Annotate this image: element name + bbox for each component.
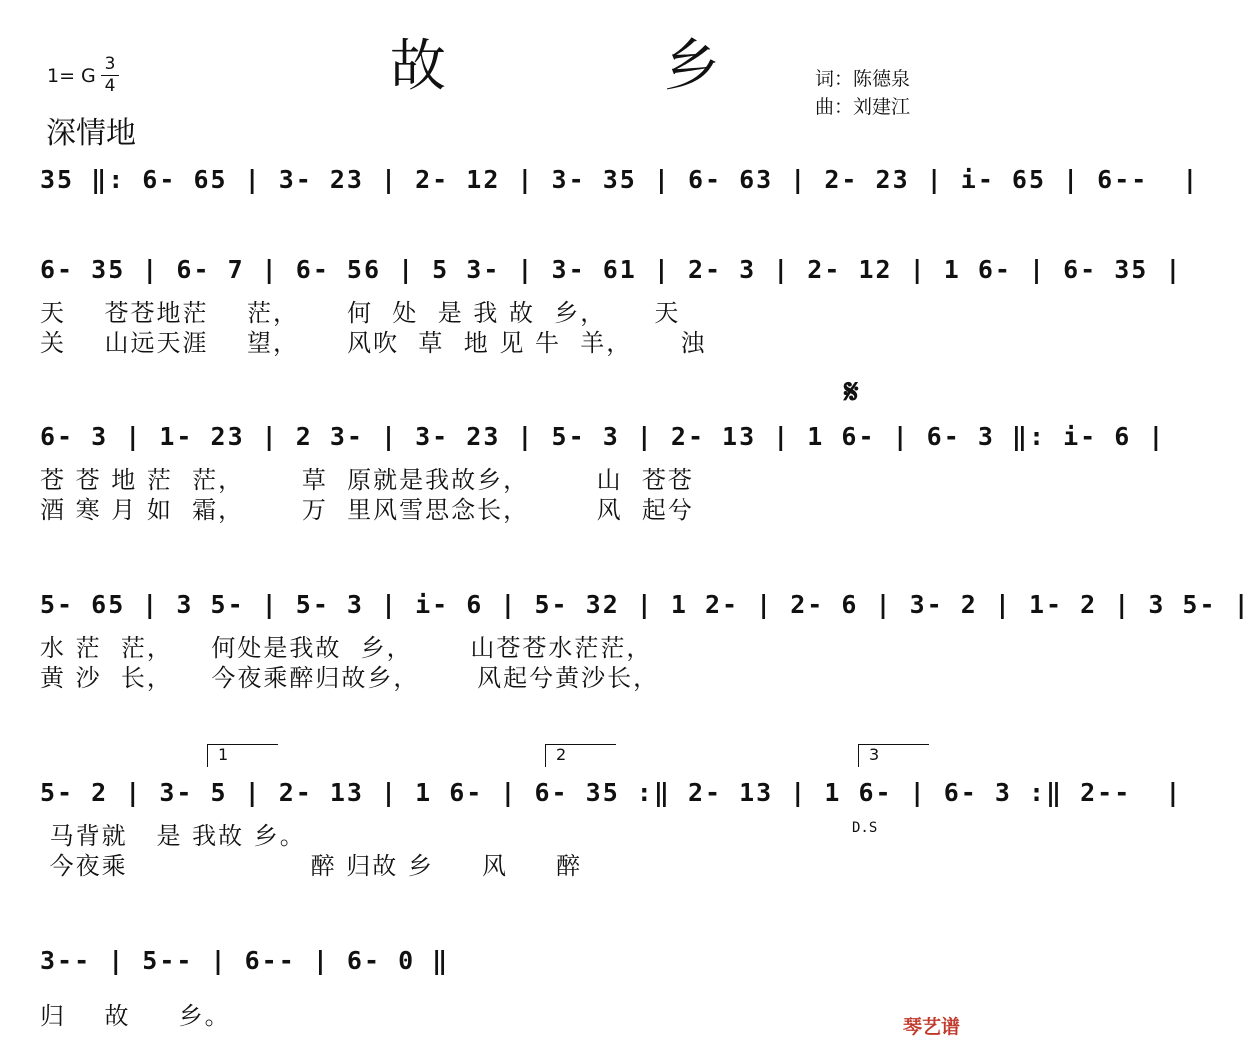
lyricist-credit: 词：陈德泉 <box>815 68 911 90</box>
lyrics-row-6-verse-1: 归 故 乡。 <box>40 1002 231 1030</box>
song-title: 故 乡 <box>390 34 820 99</box>
notes-row-3: 6- 3 | 1- 23 | 2 3- | 3- 23 | 5- 3 | 2- 13 | 1 6- | 6- 3 ‖: i- 6 | <box>40 422 1166 451</box>
time-signature <box>101 55 119 96</box>
ds-marking: D.S <box>852 820 878 836</box>
lyrics-row-5-verse-2: 今夜乘 醉 归故 乡 风 醉 <box>40 852 583 880</box>
lyrics-row-3-verse-2: 酒 寒 月 如 霜， 万 里风雪思念长， 风 起兮 <box>40 496 694 524</box>
volta-3: 3 <box>858 744 929 767</box>
volta-2: 2 <box>545 744 616 767</box>
site-logo: 琴艺谱 <box>903 1016 961 1038</box>
notes-row-5: 5- 2 | 3- 5 | 2- 13 | 1 6- | 6- 35 :‖ 2- 13 | 1 6- | 6- 3 :‖ 2-- | <box>40 778 1183 807</box>
lyrics-row-3-verse-1: 苍 苍 地 茫 茫， 草 原就是我故乡， 山 苍苍 <box>40 466 694 494</box>
notes-row-4: 5- 65 | 3 5- | 5- 3 | i- 6 | 5- 32 | 1 2- | 2- 6 | 3- 2 | 1- 2 | 3 5- | <box>40 590 1251 619</box>
composer-credit: 曲：刘建江 <box>815 96 911 118</box>
volta-1: 1 <box>207 744 278 767</box>
segno-icon: 𝄋 <box>844 372 859 412</box>
lyrics-row-4-verse-2: 黄 沙 长， 今夜乘醉归故乡， 风起兮黄沙长， <box>40 664 660 692</box>
time-top: 3 <box>104 54 116 74</box>
notes-row-2: 6- 35 | 6- 7 | 6- 56 | 5 3- | 3- 61 | 2- 3 | 2- 12 | 1 6- | 6- 35 | <box>40 255 1183 284</box>
tempo-marking: 深情地 <box>46 116 136 151</box>
notes-row-6: 3-- | 5-- | 6-- | 6- 0 ‖ <box>40 946 450 975</box>
lyrics-row-2-verse-2: 关 山远天涯 望， 风吹 草 地 见 牛 羊， 浊 <box>40 329 707 357</box>
key-signature: 1= G <box>47 65 96 87</box>
notes-row-1: 35 ‖: 6- 65 | 3- 23 | 2- 12 | 3- 35 | 6- 63 | 2- 23 | i- 65 | 6-- | <box>40 165 1200 194</box>
time-bottom: 4 <box>104 76 116 96</box>
lyrics-row-2-verse-1: 天 苍苍地茫 茫， 何 处 是 我 故 乡， 天 <box>40 299 681 327</box>
lyrics-row-5-verse-1: 马背就 是 我故 乡。 <box>40 822 306 850</box>
lyrics-row-4-verse-1: 水 茫 茫， 何处是我故 乡， 山苍苍水茫茫， <box>40 634 653 662</box>
